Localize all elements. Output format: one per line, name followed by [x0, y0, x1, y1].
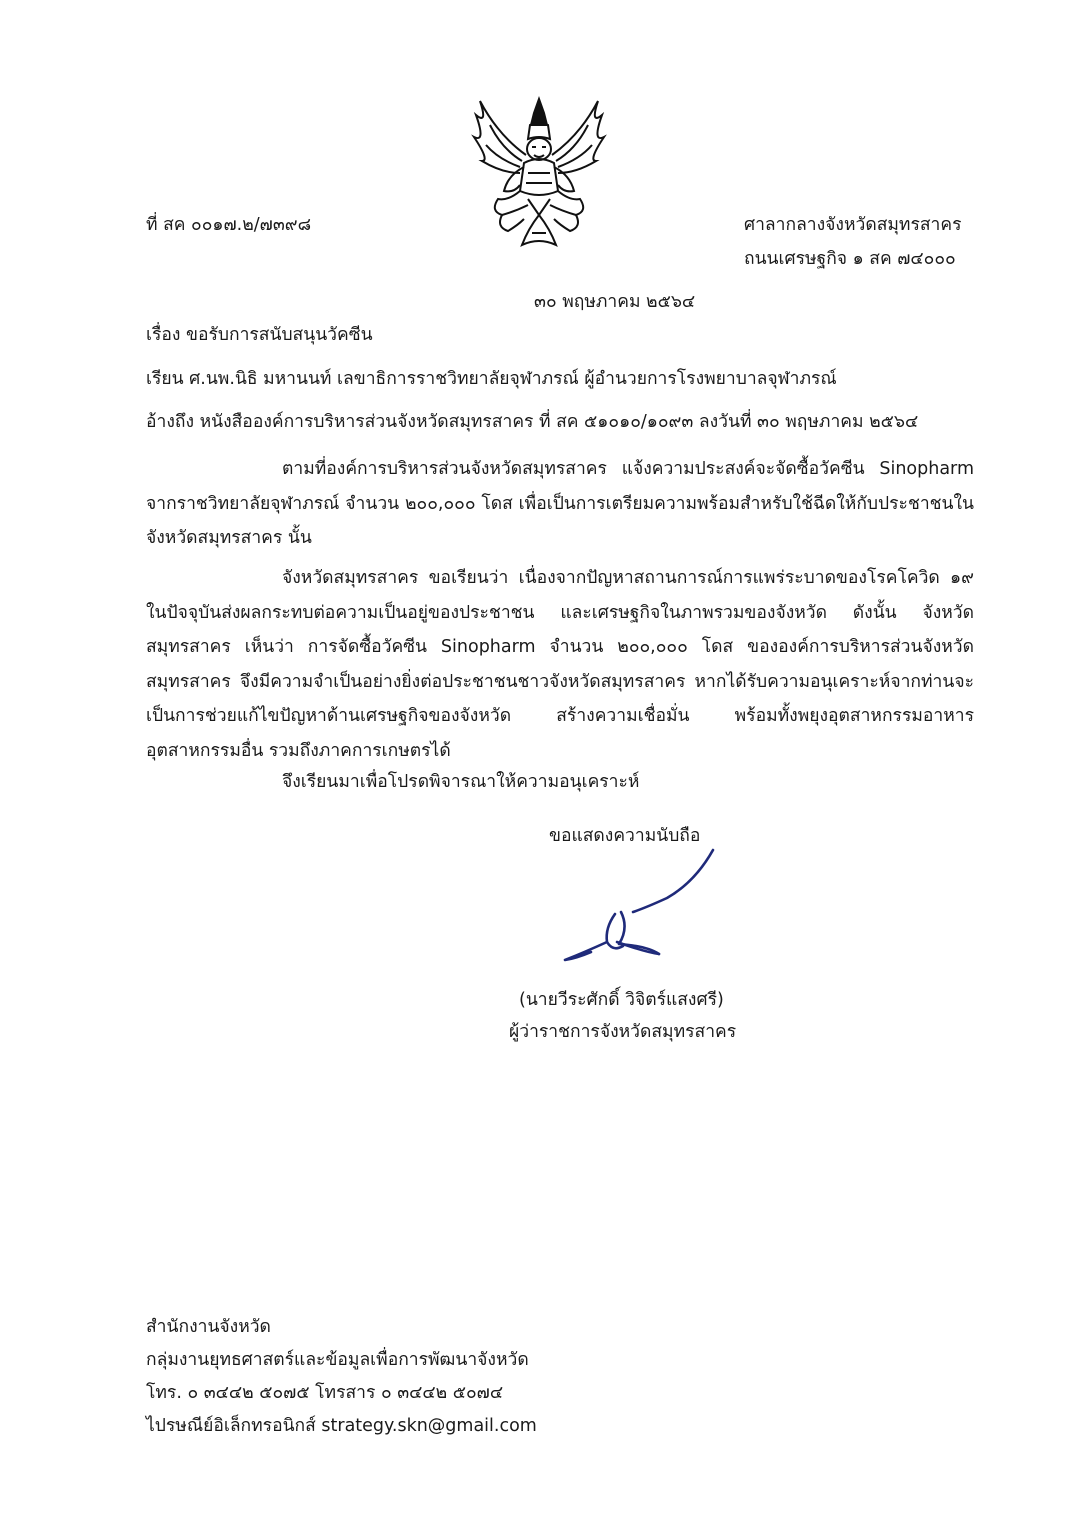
- body-paragraph-1: [146, 452, 974, 556]
- signer-title: ผู้ว่าราชการจังหวัดสมุทรสาคร: [509, 1022, 737, 1042]
- garuda-emblem-icon: [468, 95, 610, 248]
- body-paragraph-1-text: ตามที่องค์การบริหารส่วนจังหวัดสมุทรสาคร แจ้งความประสงค์จะจัดซื้อวัคซีน Sinopharm จากราชวิทยาลัยจุฬาภรณ์ จำนวน ๒๐๐,๐๐๐ โดส เพื่อเป็นการเตรียมความพร้อมสำหรับใช้ฉีดให้กับประชาชนในจังหวัดสมุทรสาคร นั้น: [146, 459, 974, 549]
- recipient-line: เรียน ศ.นพ.นิธิ มหานนท์ เลขาธิการราชวิทยาลัยจุฬาภรณ์ ผู้อำนวยการโรงพยาบาลจุฬาภรณ์: [146, 369, 837, 389]
- footer-division: กลุ่มงานยุทธศาสตร์และข้อมูลเพื่อการพัฒนาจังหวัด: [146, 1350, 529, 1370]
- footer-office: สำนักงานจังหวัด: [146, 1317, 271, 1337]
- letter-date: ๓๐ พฤษภาคม ๒๕๖๔: [534, 292, 696, 312]
- subject-line: เรื่อง ขอรับการสนับสนุนวัคซีน: [146, 325, 373, 345]
- office-address-line1: ศาลากลางจังหวัดสมุทรสาคร: [744, 215, 962, 235]
- body-paragraph-3: จึงเรียนมาเพื่อโปรดพิจารณาให้ความอนุเคราะห์: [282, 772, 640, 792]
- reference-number: ที่ สค ๐๐๑๗.๒/๗๓๙๘: [146, 215, 312, 235]
- signer-name: (นายวีระศักดิ์ วิจิตร์แสงศรี): [519, 990, 724, 1010]
- reference-line: อ้างถึง หนังสือองค์การบริหารส่วนจังหวัดสมุทรสาคร ที่ สค ๕๑๐๑๐/๑๐๙๓ ลงวันที่ ๓๐ พฤษภาคม ๒๕๖๔: [146, 412, 919, 432]
- body-paragraph-2: [146, 561, 974, 769]
- closing-salutation: ขอแสดงความนับถือ: [549, 826, 701, 846]
- footer-email: ไปรษณีย์อิเล็กทรอนิกส์ strategy.skn@gmail.com: [146, 1416, 537, 1436]
- body-paragraph-2-text: จังหวัดสมุทรสาคร ขอเรียนว่า เนื่องจากปัญหาสถานการณ์การแพร่ระบาดของโรคโควิด ๑๙ ในปัจจุบันส่งผลกระทบต่อความเป็นอยู่ของประชาชน และเศรษฐกิจในภาพรวมของจังหวัด ดังนั้น จังหวัดสมุทรสาคร เห็นว่า การจัดซื้อวัคซีน Sinopharm จำนวน ๒๐๐,๐๐๐ โดส ขององค์การบริหารส่วนจังหวัดสมุทรสาคร จึงมีความจำเป็นอย่างยิ่งต่อประชาชนชาวจังหวัดสมุทรสาคร หากได้รับความอนุเคราะห์จากท่านจะเป็นการช่วยแก้ไขปัญหาด้านเศรษฐกิจของจังหวัด สร้างความเชื่อมั่น พร้อมทั้งพยุงอุตสาหกรรมอาหาร อุตสาหกรรมอื่น รวมถึงภาคการเกษตรได้: [146, 568, 974, 761]
- footer-phone-fax: โทร. ๐ ๓๔๔๒ ๕๐๗๕ โทรสาร ๐ ๓๔๔๒ ๕๐๗๔: [146, 1383, 504, 1403]
- office-address-line2: ถนนเศรษฐกิจ ๑ สค ๗๔๐๐๐: [744, 249, 956, 269]
- signature-image: [555, 842, 725, 972]
